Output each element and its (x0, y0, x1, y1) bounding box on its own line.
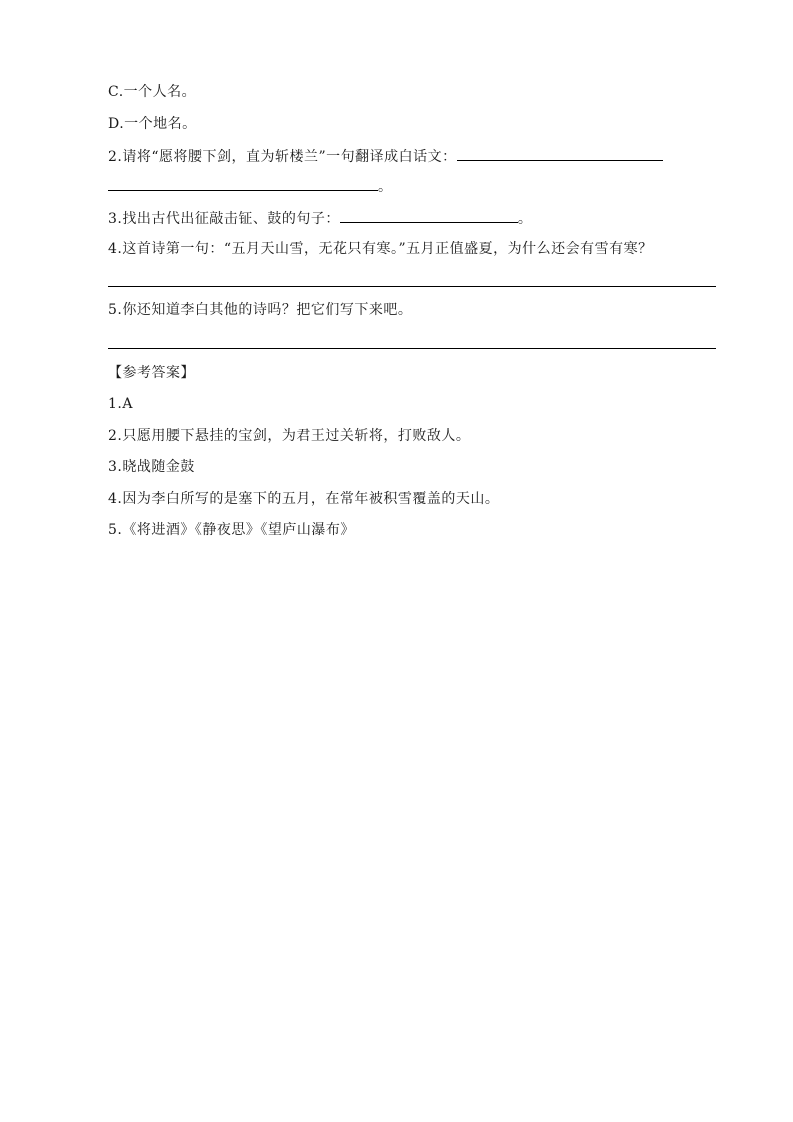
question-5: 5.你还知道李白其他的诗吗？把它们写下来吧。 (108, 302, 413, 318)
option-d: D.一个地名。 (108, 116, 197, 132)
period: 。 (378, 179, 393, 195)
question-2 (108, 146, 663, 167)
answer-blank[interactable] (108, 176, 378, 191)
question-3-prompt: 3.找出古代出征敲击钲、鼓的句子： (108, 211, 340, 227)
question-2-continuation (108, 176, 393, 197)
answer-blank[interactable] (457, 146, 663, 161)
answer-heading: 【参考答案】 (108, 365, 195, 381)
answer-blank[interactable] (340, 208, 518, 223)
question-3 (108, 208, 532, 229)
answer-4: 4.因为李白所写的是塞下的五月，在常年被积雪覆盖的天山。 (108, 491, 500, 507)
question-2-prompt: 2.请将“愿将腰下剑，直为斩楼兰”一句翻译成白话文： (108, 149, 457, 165)
answer-5: 5.《将进酒》《静夜思》《望庐山瀑布》 (108, 522, 355, 538)
answer-2: 2.只愿用腰下悬挂的宝剑，为君王过关斩将，打败敌人。 (108, 428, 471, 444)
answer-1: 1.A (108, 396, 133, 412)
period: 。 (517, 211, 533, 227)
question-4: 4.这首诗第一句：“五月天山雪，无花只有寒。”五月正值盛夏，为什么还会有雪有寒？ (108, 241, 653, 257)
answer-line[interactable] (108, 348, 716, 349)
option-c: C.一个人名。 (108, 84, 197, 100)
answer-3: 3.晓战随金鼓 (108, 459, 195, 475)
answer-line[interactable] (108, 286, 716, 287)
